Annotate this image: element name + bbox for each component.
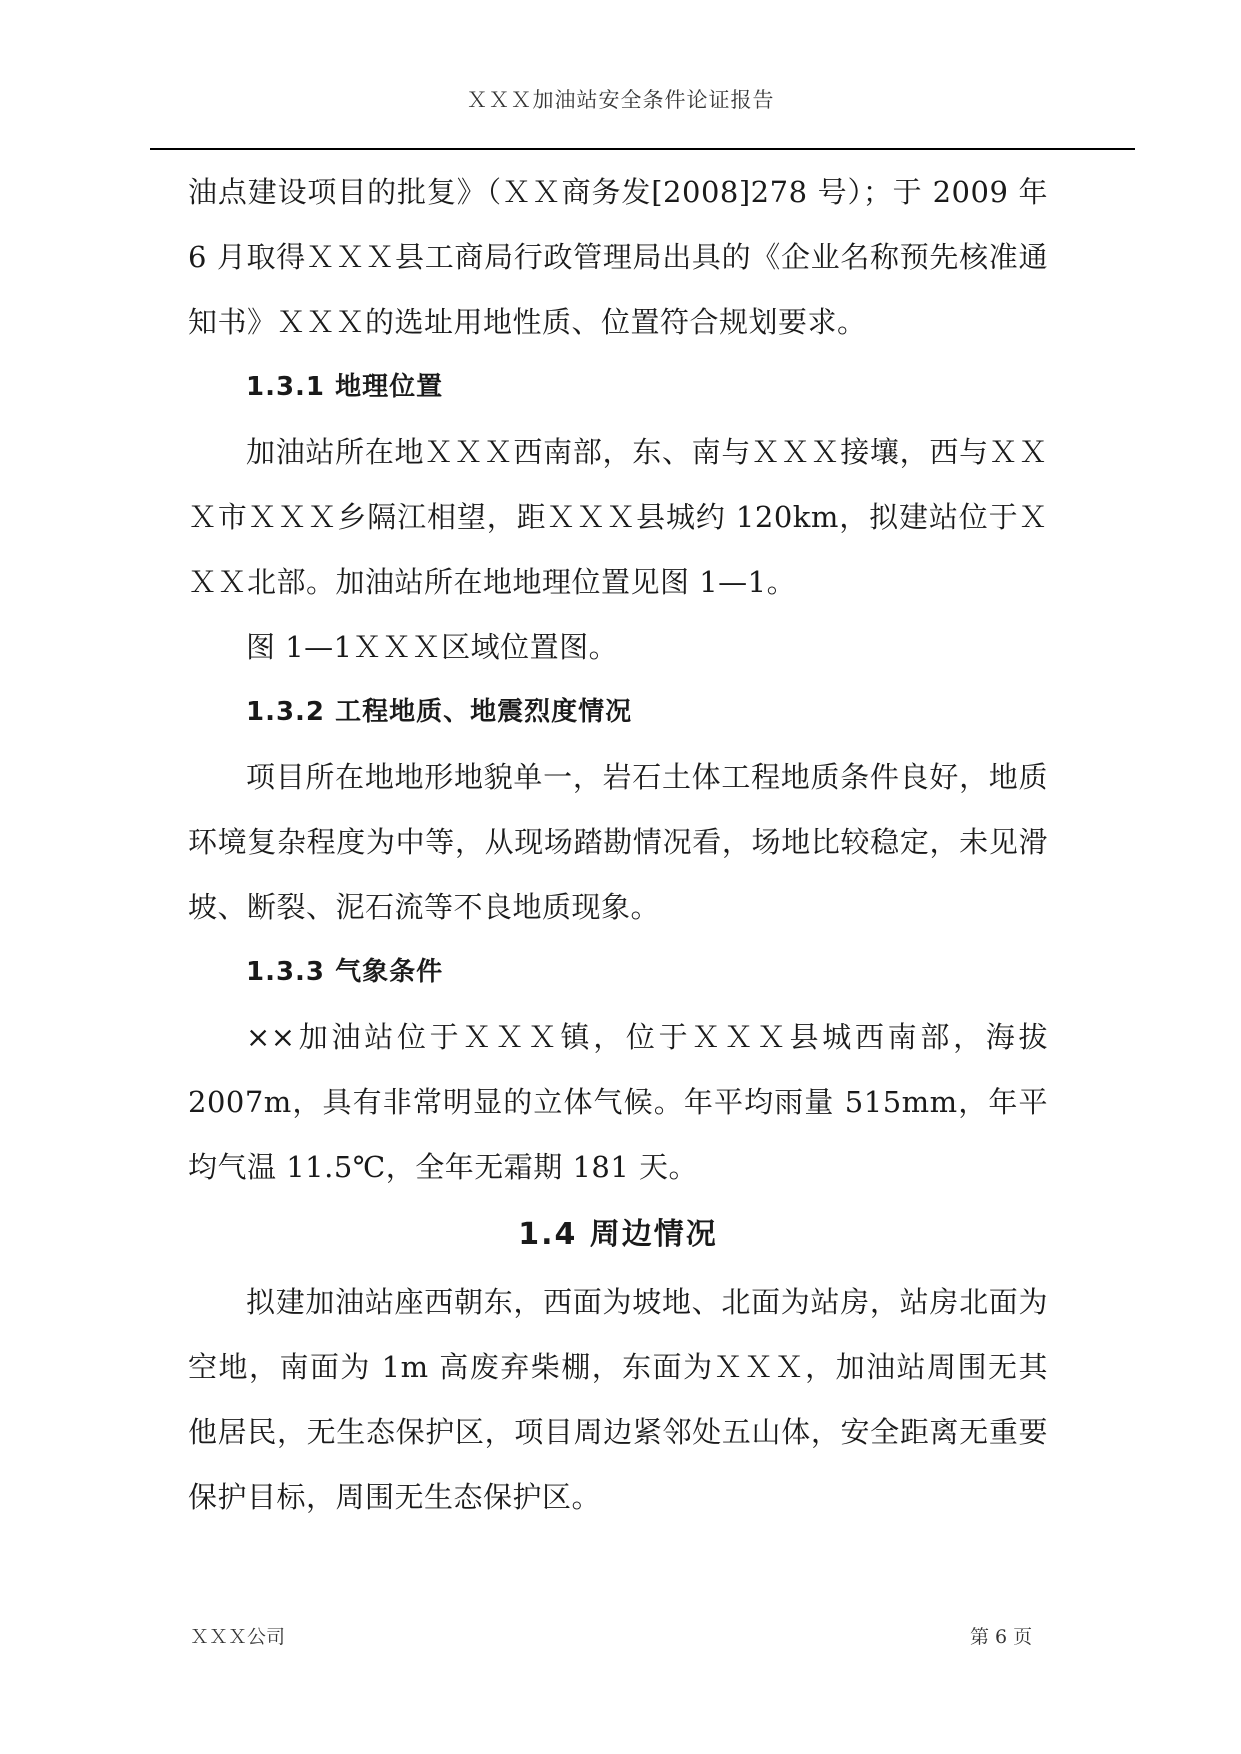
running-header: ＸＸＸ加油站安全条件论证报告 xyxy=(466,88,775,112)
footer-company: ＸＸＸ公司 xyxy=(190,1626,286,1648)
paragraph-climate: ××加油站位于ＸＸＸ镇，位于ＸＸＸ县城西南部，海拔 2007m，具有非常明显的立体气候。年平均雨量 515mm，年平均气温 11.5℃，全年无霜期 181 天。 xyxy=(188,1020,1048,1184)
heading-climate: 1.3.3 气象条件 xyxy=(246,957,444,987)
heading-geology: 1.3.2 工程地质、地震烈度情况 xyxy=(246,697,633,727)
paragraph-approval: 油点建设项目的批复》（ＸＸ商务发[2008]278 号）；于 2009 年 6 月取得ＸＸＸ县工商局行政管理局出具的《企业名称预先核准通知书》ＸＸＸ的选址用地性质、位置符合规划要求。 xyxy=(188,175,1048,339)
document-body xyxy=(188,160,1048,1530)
header-rule xyxy=(150,148,1135,150)
paragraph-geology: 项目所在地地形地貌单一，岩石土体工程地质条件良好，地质环境复杂程度为中等，从现场踏勘情况看，场地比较稳定，未见滑坡、断裂、泥石流等不良地质现象。 xyxy=(188,760,1048,924)
paragraph-surroundings: 拟建加油站座西朝东，西面为坡地、北面为站房，站房北面为空地，南面为 1m 高废弃柴棚，东面为ＸＸＸ，加油站周围无其他居民，无生态保护区，项目周边紧邻处五山体，安全距离无重要保护目标，周围无生态保护区。 xyxy=(188,1285,1048,1514)
paragraph-location: 加油站所在地ＸＸＸ西南部，东、南与ＸＸＸ接壤，西与ＸＸＸ市ＸＸＸ乡隔江相望，距ＸＸＸ县城约 120km，拟建站位于ＸＸＸ北部。加油站所在地地理位置见图 1—1。 xyxy=(188,435,1048,599)
footer-page-number: 第 6 页 xyxy=(970,1626,1033,1648)
heading-geographic-location: 1.3.1 地理位置 xyxy=(246,372,444,402)
figure-caption: 图 1—1ＸＸＸ区域位置图。 xyxy=(246,630,619,664)
heading-surroundings: 1.4 周边情况 xyxy=(518,1217,718,1252)
